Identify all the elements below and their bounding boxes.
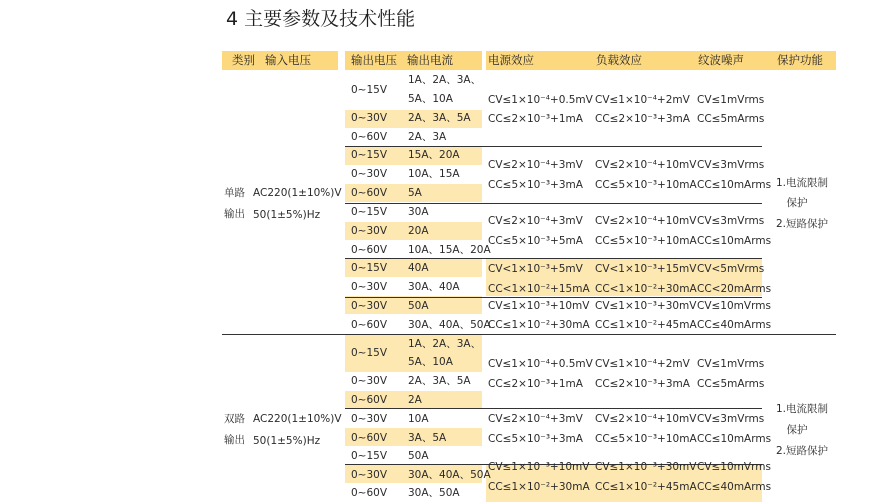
source-effect-cell: CC≤2×10⁻³+1mA (488, 113, 583, 125)
output-voltage-cell: 0~30V (351, 225, 388, 237)
header-output-voltage: 输出电压 (351, 53, 397, 67)
load-effect-cell: CV≤1×10⁻³+30mV (595, 300, 697, 312)
load-effect-cell: CV≤1×10⁻⁴+2mV (595, 94, 690, 106)
load-effect-cell: CC≤1×10⁻²+45mA (595, 319, 697, 331)
load-effect-cell: CC<1×10⁻²+30mA (595, 283, 697, 295)
output-voltage-cell: 0~15V (351, 149, 388, 161)
output-voltage-cell: 0~30V (351, 375, 388, 387)
header-protection: 保护功能 (777, 53, 823, 67)
source-effect-cell: CC≤5×10⁻³+3mA (488, 433, 583, 445)
source-effect-cell: CV≤1×10⁻³+10mV (488, 461, 590, 473)
source-effect-cell: CC≤1×10⁻²+30mA (488, 481, 590, 493)
ripple-noise-cell: CC≤5mArms (697, 113, 765, 125)
category-label: 单路 (224, 187, 245, 199)
ripple-noise-cell: CV≤10mVrms (697, 461, 771, 473)
output-current-cell: 20A (408, 225, 429, 237)
output-current-cell: 2A、3A、5A (408, 375, 471, 387)
output-current-cell: 40A (408, 262, 429, 274)
output-current-cell: 10A、15A、20A (408, 244, 491, 256)
table-rule (345, 146, 762, 147)
output-voltage-cell: 0~15V (351, 347, 388, 359)
protection-cell: 保护 (786, 424, 808, 436)
output-current-cell: 50A (408, 300, 429, 312)
table-rule (345, 258, 762, 259)
output-voltage-cell: 0~60V (351, 432, 388, 444)
output-current-cell: 30A、50A (408, 487, 460, 499)
source-effect-cell: CV<1×10⁻³+5mV (488, 263, 583, 275)
input-voltage-cell: AC220(1±10%)V (253, 413, 342, 425)
output-current-cell: 10A、15A (408, 168, 460, 180)
ripple-noise-cell: CC≤10mArms (697, 179, 772, 191)
output-current-cell: 1A、2A、3A、 (408, 338, 482, 350)
table-rule (345, 297, 762, 298)
output-current-cell: 30A (408, 206, 429, 218)
source-effect-cell: CV≤2×10⁻⁴+3mV (488, 159, 583, 171)
category-label: 双路 (224, 413, 245, 425)
output-voltage-cell: 0~60V (351, 319, 388, 331)
output-current-cell: 3A、5A (408, 432, 447, 444)
load-effect-cell: CV≤1×10⁻³+30mV (595, 461, 697, 473)
ripple-noise-cell: CC≤5mArms (697, 378, 765, 390)
output-voltage-cell: 0~60V (351, 131, 388, 143)
ripple-noise-cell: CV≤1mVrms (697, 94, 765, 106)
section-divider (222, 334, 836, 335)
source-effect-cell: CC<1×10⁻²+15mA (488, 283, 590, 295)
protection-cell: 1.电流限制 (776, 403, 829, 415)
output-voltage-cell: 0~30V (351, 168, 388, 180)
table-rule (345, 408, 762, 409)
ripple-noise-cell: CC≤40mArms (697, 481, 772, 493)
output-voltage-cell: 0~15V (351, 206, 388, 218)
input-voltage-cell: AC220(1±10%)V (253, 187, 342, 199)
load-effect-cell: CC≤2×10⁻³+3mA (595, 113, 690, 125)
source-effect-cell: CC≤5×10⁻³+5mA (488, 235, 583, 247)
output-current-cell: 5A、10A (408, 356, 453, 368)
output-current-cell: 30A、40A (408, 281, 460, 293)
ripple-noise-cell: CV≤10mVrms (697, 300, 771, 312)
ripple-noise-cell: CV≤1mVrms (697, 358, 765, 370)
source-effect-cell: CV≤2×10⁻⁴+3mV (488, 215, 583, 227)
ripple-noise-cell: CV≤3mVrms (697, 215, 765, 227)
protection-cell: 2.短路保护 (776, 218, 829, 230)
output-current-cell: 2A、3A、5A (408, 112, 471, 124)
ripple-noise-cell: CC≤10mArms (697, 433, 772, 445)
header-source-effect: 电源效应 (488, 53, 534, 67)
output-voltage-cell: 0~60V (351, 487, 388, 499)
load-effect-cell: CC≤2×10⁻³+3mA (595, 378, 690, 390)
source-effect-cell: CV≤1×10⁻⁴+0.5mV (488, 358, 593, 370)
load-effect-cell: CV≤2×10⁻⁴+10mV (595, 159, 697, 171)
header-output-current: 输出电流 (407, 53, 453, 67)
protection-cell: 2.短路保护 (776, 445, 829, 457)
load-effect-cell: CC≤1×10⁻²+45mA (595, 481, 697, 493)
load-effect-cell: CV<1×10⁻³+15mV (595, 263, 697, 275)
output-voltage-cell: 0~60V (351, 187, 388, 199)
output-voltage-cell: 0~15V (351, 262, 388, 274)
output-voltage-cell: 0~30V (351, 281, 388, 293)
load-effect-cell: CC≤5×10⁻³+10mA (595, 179, 697, 191)
output-current-cell: 10A (408, 413, 429, 425)
output-current-cell: 30A、40A、50A (408, 469, 491, 481)
source-effect-cell: CC≤2×10⁻³+1mA (488, 378, 583, 390)
header-load-effect: 负载效应 (596, 53, 642, 67)
load-effect-cell: CC≤5×10⁻³+10mA (595, 235, 697, 247)
output-current-cell: 50A (408, 450, 429, 462)
output-current-cell: 30A、40A、50A (408, 319, 491, 331)
output-current-cell: 15A、20A (408, 149, 460, 161)
output-current-cell: 5A、10A (408, 93, 453, 105)
output-voltage-cell: 0~15V (351, 450, 388, 462)
source-effect-cell: CV≤1×10⁻³+10mV (488, 300, 590, 312)
category-label: 输出 (224, 208, 245, 220)
category-label: 输出 (224, 434, 245, 446)
header-input-voltage: 输入电压 (265, 53, 311, 67)
ripple-noise-cell: CV≤3mVrms (697, 159, 765, 171)
output-current-cell: 2A (408, 394, 422, 406)
load-effect-cell: CV≤2×10⁻⁴+10mV (595, 215, 697, 227)
page-title: 4 主要参数及技术性能 (226, 8, 416, 30)
output-current-cell: 1A、2A、3A、 (408, 74, 482, 86)
output-current-cell: 2A、3A (408, 131, 447, 143)
load-effect-cell: CV≤1×10⁻⁴+2mV (595, 358, 690, 370)
output-voltage-cell: 0~30V (351, 469, 388, 481)
ripple-noise-cell: CV<5mVrms (697, 263, 765, 275)
output-voltage-cell: 0~30V (351, 413, 388, 425)
header-category: 类别 (232, 53, 255, 67)
output-voltage-cell: 0~60V (351, 244, 388, 256)
ripple-noise-cell: CC≤40mArms (697, 319, 772, 331)
ripple-noise-cell: CC≤10mArms (697, 235, 772, 247)
output-voltage-cell: 0~60V (351, 394, 388, 406)
source-effect-cell: CV≤2×10⁻⁴+3mV (488, 413, 583, 425)
load-effect-cell: CC≤5×10⁻³+10mA (595, 433, 697, 445)
output-voltage-cell: 0~30V (351, 112, 388, 124)
header-ripple-noise: 纹波噪声 (698, 53, 744, 67)
output-current-cell: 5A (408, 187, 422, 199)
protection-cell: 保护 (786, 197, 808, 209)
table-rule (345, 203, 762, 204)
ripple-noise-cell: CC<20mArms (697, 283, 772, 295)
protection-cell: 1.电流限制 (776, 177, 829, 189)
output-voltage-cell: 0~15V (351, 83, 388, 96)
input-voltage-cell: 50(1±5%)Hz (253, 435, 321, 447)
source-effect-cell: CV≤1×10⁻⁴+0.5mV (488, 94, 593, 106)
output-voltage-cell: 0~30V (351, 300, 388, 312)
load-effect-cell: CV≤2×10⁻⁴+10mV (595, 413, 697, 425)
source-effect-cell: CC≤5×10⁻³+3mA (488, 179, 583, 191)
input-voltage-cell: 50(1±5%)Hz (253, 209, 321, 221)
ripple-noise-cell: CV≤3mVrms (697, 413, 765, 425)
source-effect-cell: CC≤1×10⁻²+30mA (488, 319, 590, 331)
